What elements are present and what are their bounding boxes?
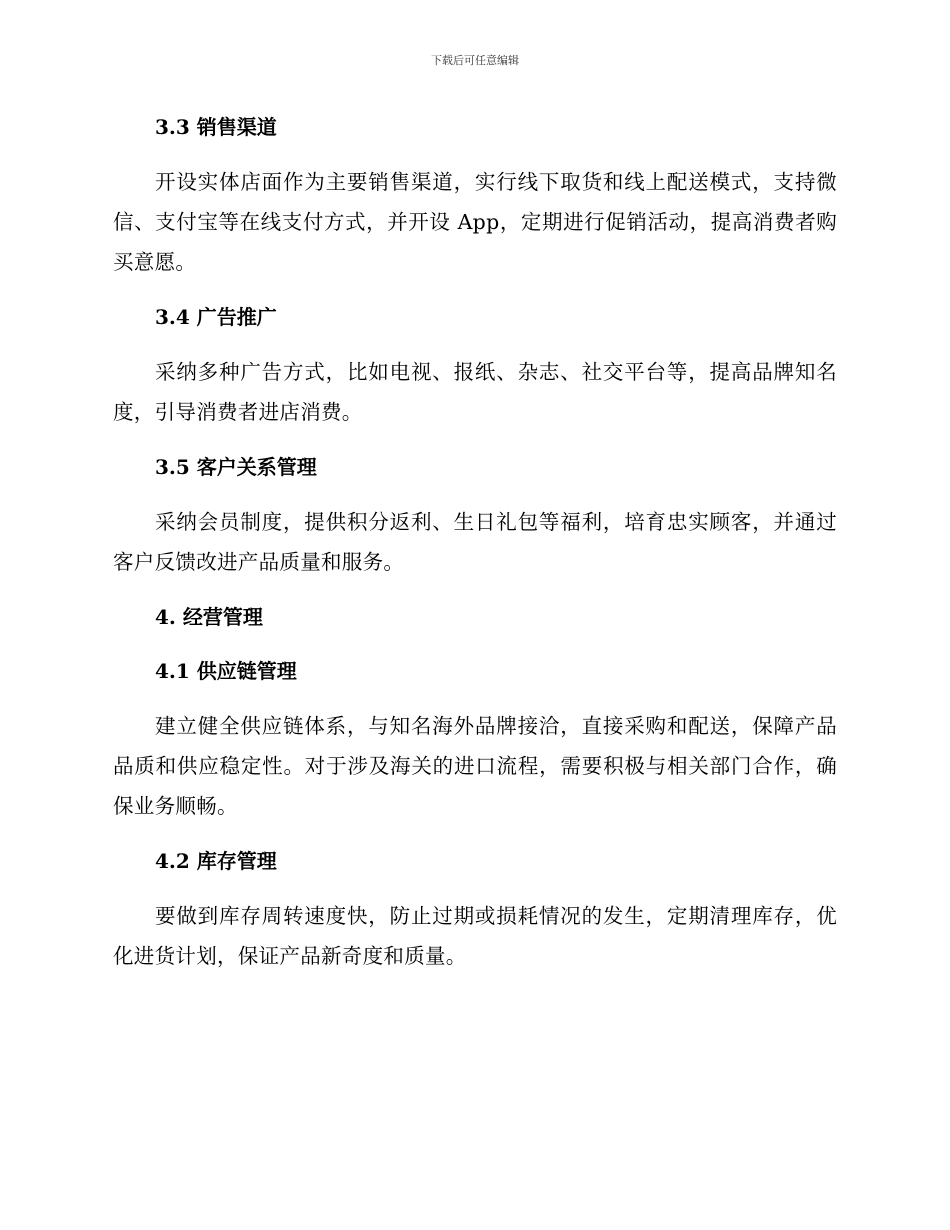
section-paragraph-3-3: 开设实体店面作为主要销售渠道，实行线下取货和线上配送模式，支持微信、支付宝等在线支付方式，并开设 App，定期进行促销活动，提高消费者购买意愿。 <box>113 170 837 274</box>
section-paragraph-4-2: 要做到库存周转速度快，防止过期或损耗情况的发生，定期清理库存，优化进货计划，保证产品新奇度和质量。 <box>113 904 837 968</box>
section-heading-4: 4. 经营管理 <box>155 605 263 629</box>
section-heading-3-5: 3.5 客户关系管理 <box>155 455 317 479</box>
section-paragraph-3-4: 采纳多种广告方式，比如电视、报纸、杂志、社交平台等，提高品牌知名度，引导消费者进店消费。 <box>113 360 837 424</box>
section-heading-3-3: 3.3 销售渠道 <box>155 115 277 139</box>
section-paragraph-3-5: 采纳会员制度，提供积分返利、生日礼包等福利，培育忠实顾客，并通过客户反馈改进产品质量和服务。 <box>113 510 837 574</box>
section-paragraph-4-1: 建立健全供应链体系，与知名海外品牌接洽，直接采购和配送，保障产品品质和供应稳定性。对于涉及海关的进口流程，需要积极与相关部门合作，确保业务顺畅。 <box>113 714 837 818</box>
section-heading-4-2: 4.2 库存管理 <box>155 849 277 873</box>
document-body <box>113 108 837 992</box>
section-heading-4-1: 4.1 供应链管理 <box>155 659 297 683</box>
page-header: 下载后可任意编辑 <box>431 54 519 67</box>
section-heading-3-4: 3.4 广告推广 <box>155 305 277 329</box>
